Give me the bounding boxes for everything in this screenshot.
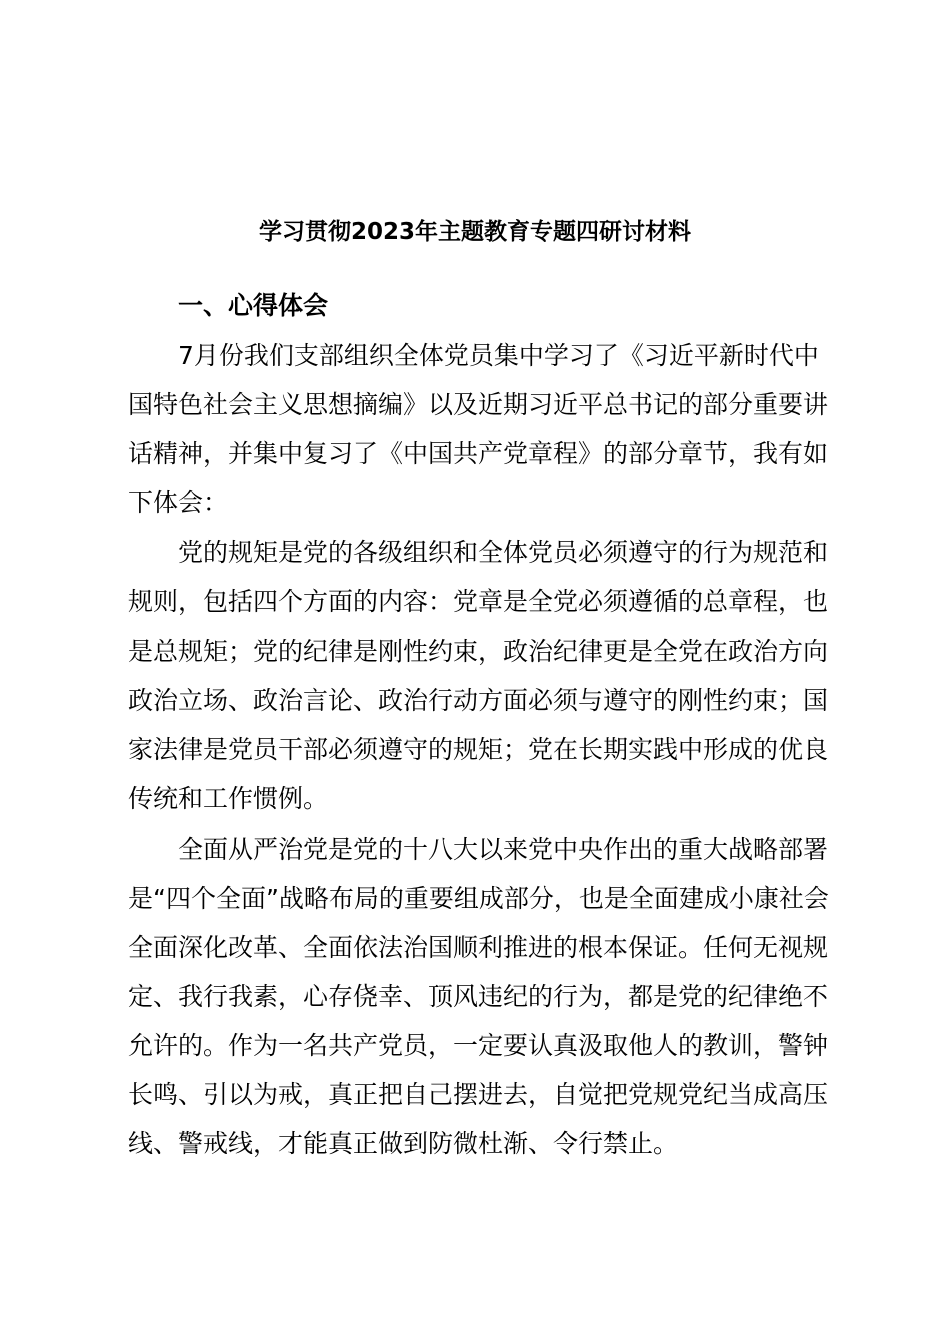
paragraph-line: 下体会： [128,488,229,517]
paragraph-line: 家法律是党员干部必须遵守的规矩；党在长期实践中形成的优良 [128,735,829,764]
paragraph-line: 是“四个全面”战略布局的重要组成部分，也是全面建成小康社会 [128,884,829,913]
paragraph-line: 7月份我们支部组织全体党员集中学习了《习近平新时代中 [178,341,819,370]
paragraph-line: 定、我行我素，心存侥幸、顶风违纪的行为，都是党的纪律绝不 [128,982,829,1011]
paragraph-line: 全面深化改革、全面依法治国顺利推进的根本保证。任何无视规 [128,933,829,962]
paragraph-line: 是总规矩；党的纪律是刚性约束，政治纪律更是全党在政治方向 [128,637,829,666]
paragraph-line: 国特色社会主义思想摘编》以及近期习近平总书记的部分重要讲 [128,390,829,419]
paragraph-line: 话精神，并集中复习了《中国共产党章程》的部分章节，我有如 [128,439,829,468]
paragraph-line: 政治立场、政治言论、政治行动方面必须与遵守的刚性约束；国 [128,686,829,715]
paragraph-line: 传统和工作惯例。 [128,784,329,813]
paragraph-line: 长鸣、引以为戒，真正把自己摆进去，自觉把党规党纪当成高压 [128,1080,829,1109]
section-heading: 一、心得体会 [178,291,329,320]
document-title: 学习贯彻2023年主题教育专题四研讨材料 [258,219,691,245]
paragraph-line: 允许的。作为一名共产党员，一定要认真汲取他人的教训，警钟 [128,1031,829,1060]
paragraph-line: 党的规矩是党的各级组织和全体党员必须遵守的行为规范和 [178,538,829,567]
paragraph-line: 全面从严治党是党的十八大以来党中央作出的重大战略部署 [178,835,829,864]
paragraph-line: 规则，包括四个方面的内容：党章是全党必须遵循的总章程，也 [128,587,829,616]
paragraph-line: 线、警戒线，才能真正做到防微杜渐、令行禁止。 [128,1129,679,1158]
